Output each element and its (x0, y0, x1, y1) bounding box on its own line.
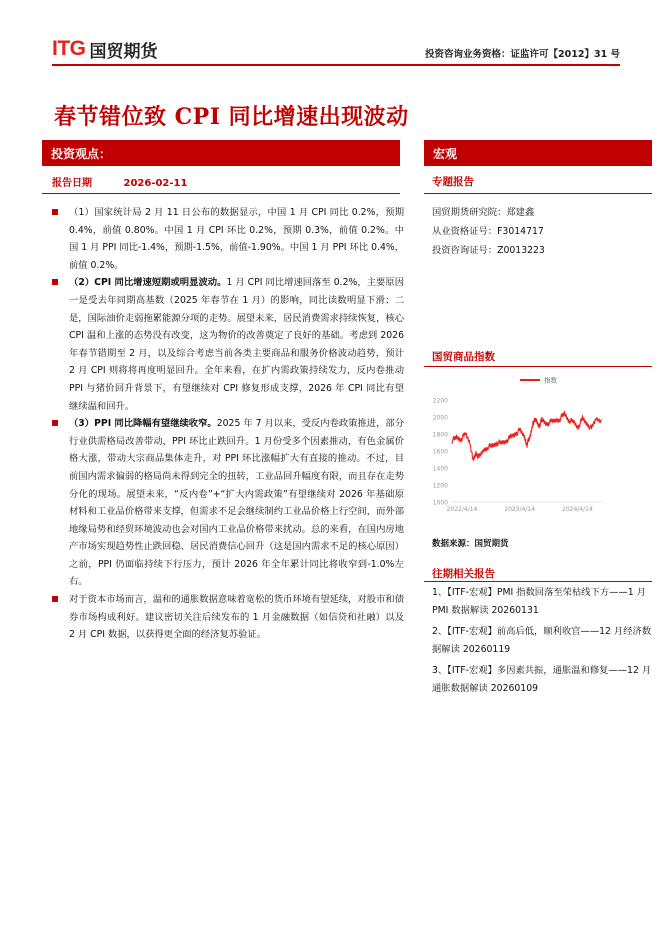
report-type-divider (424, 193, 652, 194)
paragraph-4 (52, 591, 404, 644)
header-divider (52, 64, 620, 66)
paragraph-4-text: 对于资本市场而言，温和的通胀数据意味着宽松的货币环境有望延续，对股市和债券市场构成利好。建议密切关注后续发布的 1 月金融数据（如信贷和社融）以及 2 月 CPI 数据，以获得更全面的经济复苏验证。 (69, 594, 404, 641)
series-line-index (452, 411, 602, 460)
investment-view-label: 投资观点： (51, 146, 112, 161)
y-tick-label: 1200 (432, 482, 448, 490)
paragraph-2 (52, 274, 404, 415)
macro-bar (424, 140, 652, 166)
logo-text: ITG (52, 37, 86, 60)
related-report-2[interactable]: 2、【ITF-宏观】前高后低，顺利收官——12 月经济数据解读 20260119 (432, 626, 652, 655)
investment-view-bar (42, 140, 400, 166)
legend-label: 指数 (544, 376, 557, 385)
paragraph-1 (52, 204, 404, 274)
y-tick-label: 2200 (432, 397, 448, 405)
macro-label: 宏观 (433, 146, 458, 161)
bullet-icon (52, 209, 58, 215)
y-tick-label: 2000 (432, 414, 448, 422)
paragraph-2-bold: （2）CPI 同比增速短期或明显波动。 (69, 277, 227, 289)
chart-source: 数据来源：国贸期货 (432, 539, 509, 549)
paragraph-3-text: 2025 年 7 月以来，受反内卷政策推进，部分行业供需格局改善带动，PPI 环比止跌回升。1 月份受多个因素推动，有色金属价格大涨，带动大宗商品集体走升，对 PPI 环比涨幅扩大有直接的推动。不过，目前国内需求偏弱的格局尚未得到完全的扭转，工业品回升幅度有限，而且存在走势分化的现场。展望未来，“反内卷”+“扩大内需政策”有望继续对 2026 年基础原材料和工业品价格带来支撑，但需求不足会继续制约工业品价格上行空间，而外部地缘局势和经贸环境波动也会对国内工业品价格带来扰动。总的来看，在国内房地产市场实现趋势性止跌回稳、居民消费信心回升（这是国内需求不足的核心原因）之前，PPI 仍面临持续下行压力，预计 2026 年全年累计同比将收窄到-1.0%左右。 (69, 418, 404, 588)
related-report-3[interactable]: 3、【ITF-宏观】多因素共振，通胀温和修复——12 月通胀数据解读 20260109 (432, 665, 652, 694)
chart-label: 国贸商品指数 (432, 351, 495, 363)
bullet-icon (52, 420, 58, 426)
company-logo (52, 36, 158, 62)
chart-svg (424, 366, 652, 516)
report-date-label: 报告日期 (52, 178, 92, 189)
report-date-row (52, 174, 187, 189)
logo-cn-text: 国贸期货 (89, 41, 158, 62)
chart-series (452, 411, 602, 460)
paragraph-3 (52, 415, 404, 591)
x-tick-label: 2022/4/14 (446, 506, 478, 513)
analyst-info (432, 203, 545, 260)
y-tick-label: 1400 (432, 465, 448, 473)
chart-axes (433, 398, 602, 514)
related-reports (432, 584, 654, 701)
report-type: 专题报告 (432, 176, 474, 188)
commodity-index-chart (424, 366, 652, 516)
reports-divider (424, 581, 652, 582)
y-tick-label: 1000 (432, 499, 448, 507)
body-text (52, 204, 404, 644)
institute-text: 国贸期货研究院：郑建鑫 (432, 207, 535, 218)
bullet-icon (52, 279, 58, 285)
qualification-text: 投资咨询业务资格：证监许可【2012】31 号 (425, 49, 620, 60)
y-tick-label: 1600 (432, 448, 448, 456)
paragraph-1-text: （1）国家统计局 2 月 11 日公布的数据显示，中国 1 月 CPI 同比 0.2%，预期 0.4%，前值 0.80%。中国 1 月 CPI 环比 0.2%，预期 0.3%，前值 0.2%。中国 1 月 PPI 同比-1.4%，预期-1.5%，前值-1.90%。中国 1 月 PPI 环比 0.4%，前值 0.2%。 (69, 207, 404, 271)
chart-legend (520, 376, 558, 385)
x-tick-label: 2024/4/14 (562, 506, 593, 513)
bullet-icon (52, 596, 58, 602)
y-tick-label: 1800 (432, 431, 448, 439)
paragraph-2-text: 1 月 CPI 同比增速回落至 0.2%，主要原因一是受去年同期高基数（2025 年春节在 1 月）的影响，同比读数明显下滑；二是，国际油价走弱拖累能源分项的走势。展望未来，居民消费需求持续恢复，核心 CPI 温和上涨的态势没有改变，这为物价的改善奠定了良好的基础。考虑到 2026 年春节错期至 2 月，以及综合考虑当前各类主要商品和服务价格波动趋势，预计 2 月 CPI 则将将再度明显回升。全年来看，在扩内需政策持续发力，反内卷推动 PPI 与猪价回升背景下，有望继续对 CPI 修复形成支撑，2026 年 CPI 同比有望继续温和回升。 (69, 277, 404, 412)
report-date-value: 2026-02-11 (123, 178, 188, 189)
date-divider (42, 193, 400, 194)
related-report-1[interactable]: 1、【ITF-宏观】PMI 指数回落至荣枯线下方——1 月 PMI 数据解读 20260131 (432, 587, 646, 616)
consult-license-text: 投资咨询证号：Z0013223 (432, 245, 545, 256)
license-text: 从业资格证号：F3014717 (432, 226, 544, 237)
x-tick-label: 2023/4/14 (504, 506, 536, 513)
reports-label: 往期相关报告 (432, 568, 495, 580)
paragraph-3-bold: （3）PPI 同比降幅有望继续收窄。 (69, 418, 217, 430)
report-title: 春节错位致 CPI 同比增速出现波动 (54, 104, 409, 130)
